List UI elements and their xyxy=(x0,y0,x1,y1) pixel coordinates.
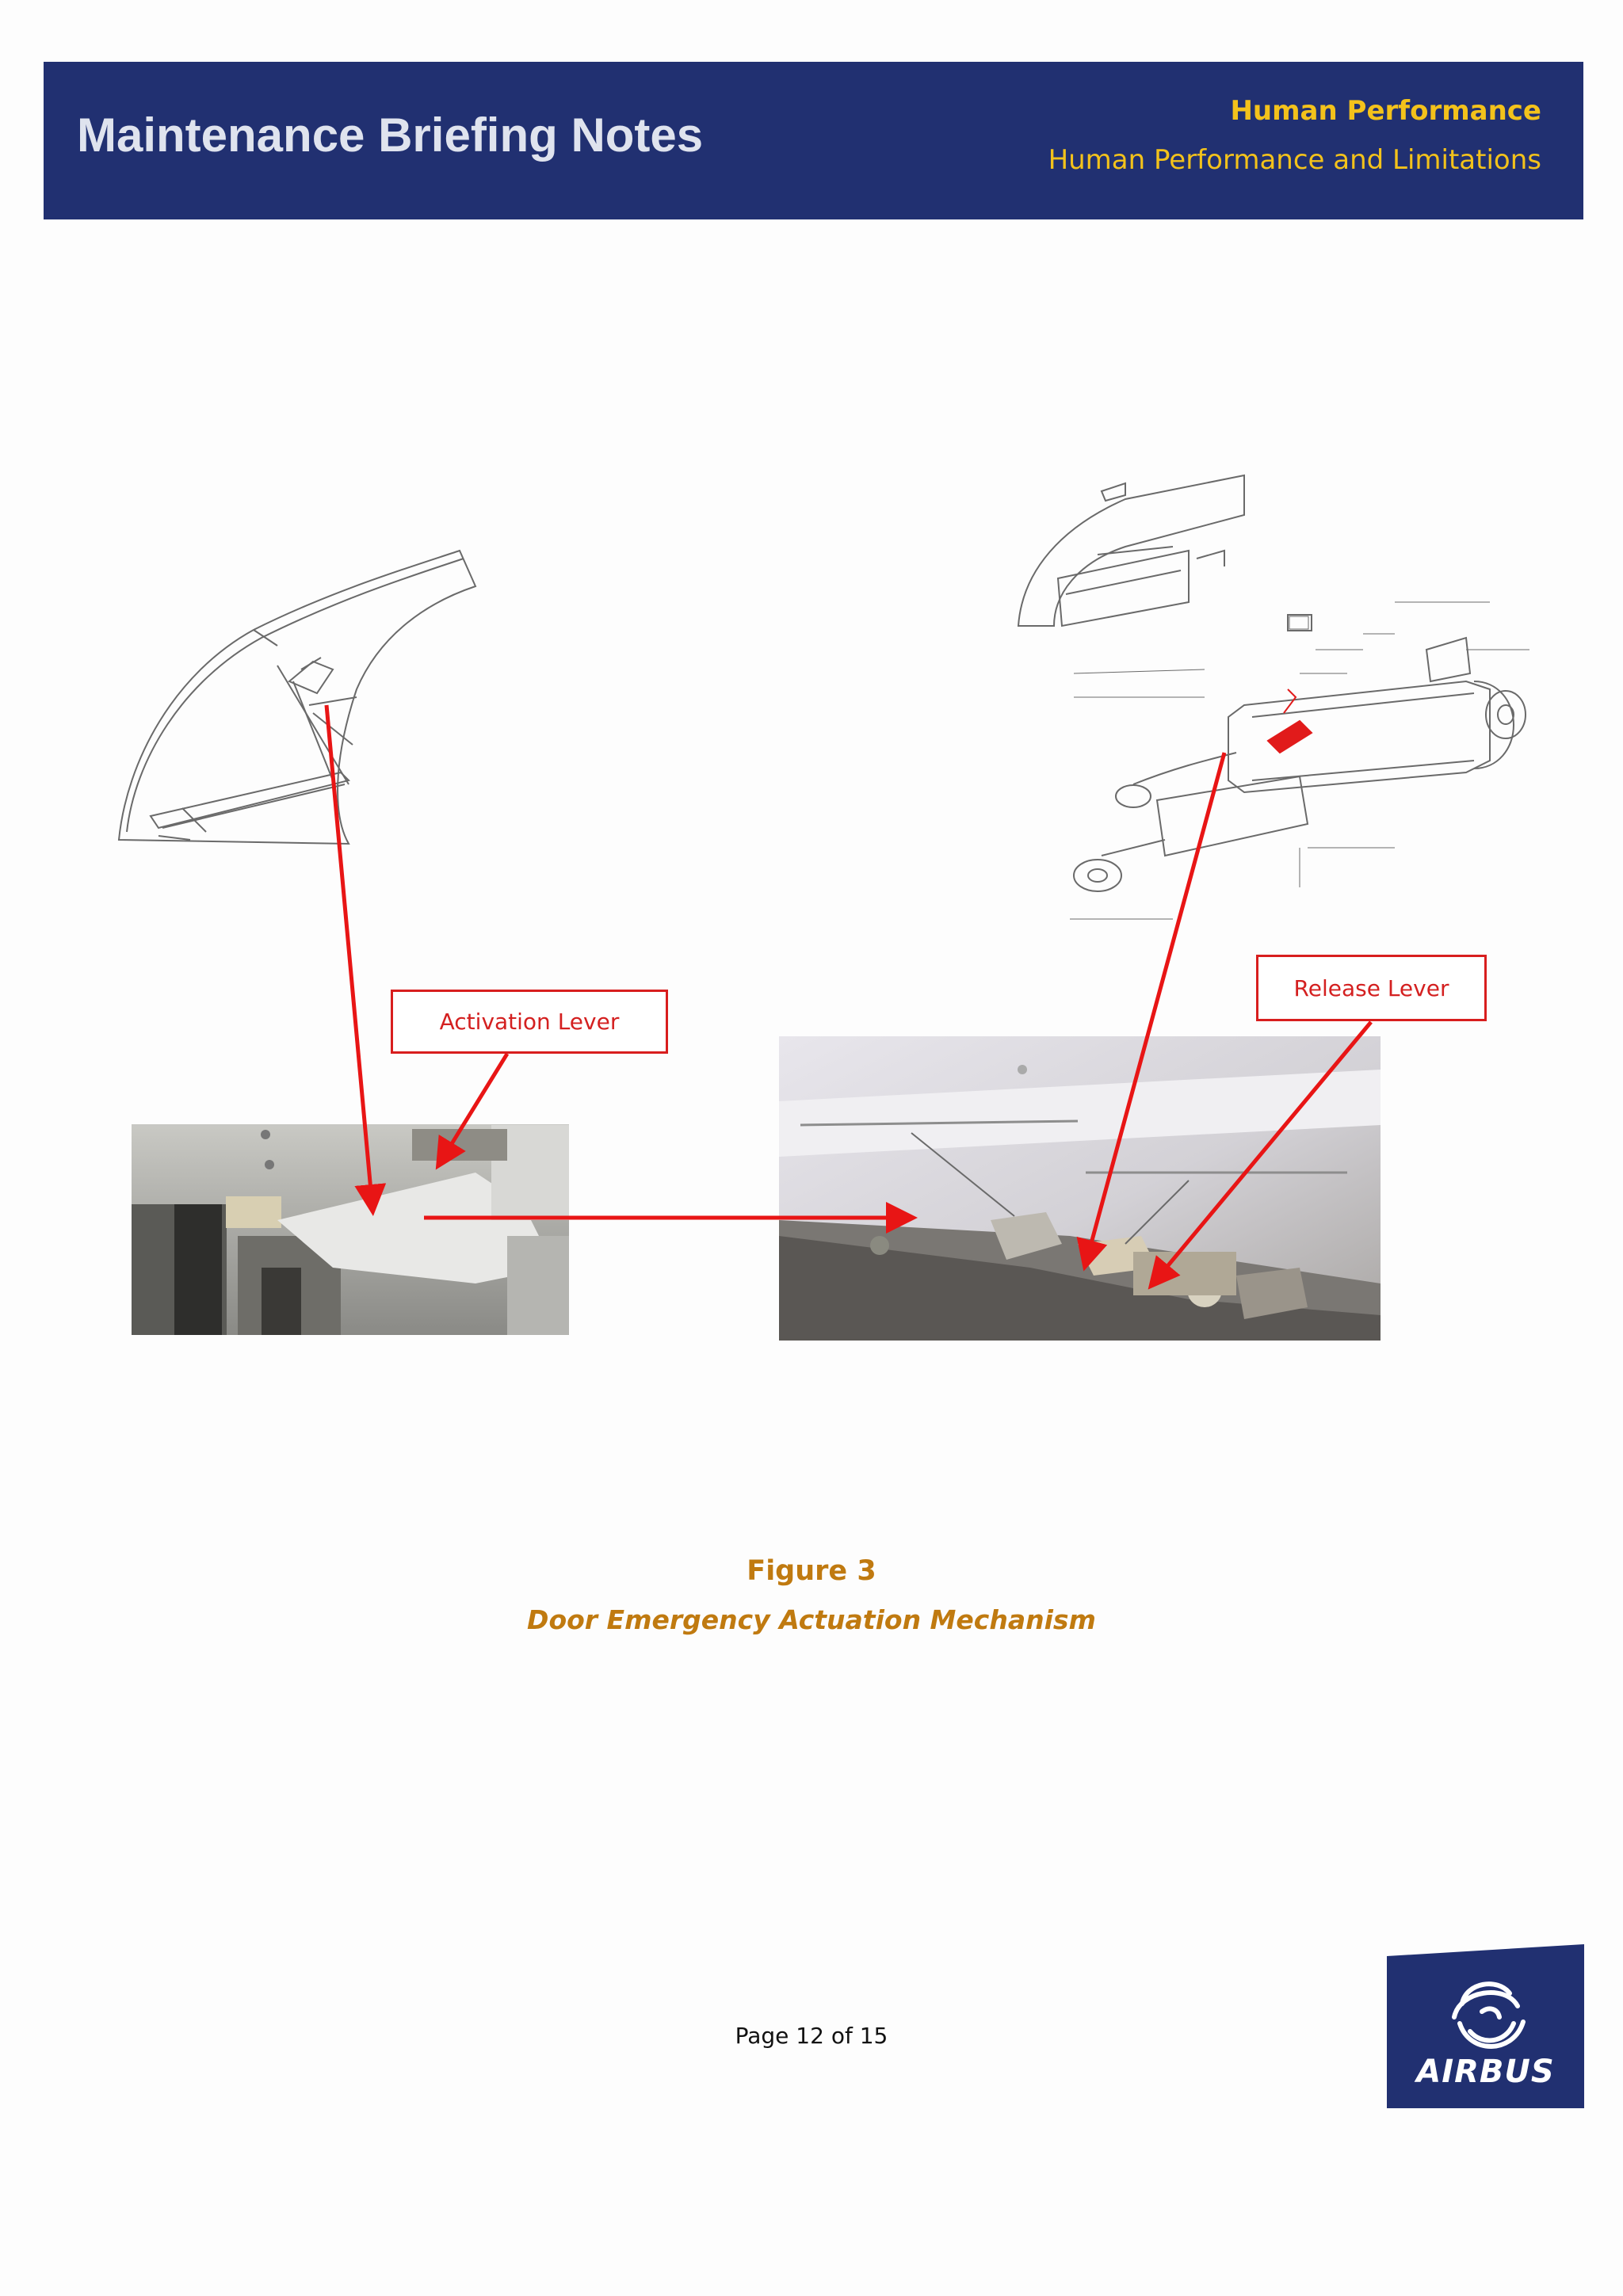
airbus-logo xyxy=(1387,1944,1584,2108)
figure-caption: Door Emergency Actuation Mechanism xyxy=(527,1604,1096,1635)
actuator-technical-drawing xyxy=(1018,475,1529,919)
header-topic: Human Performance xyxy=(1230,95,1541,127)
release-lever-callout: Release Lever xyxy=(1256,955,1487,1021)
airbus-logo-text: AIRBUS xyxy=(1416,2054,1555,2090)
figure-number: Figure 3 xyxy=(747,1555,876,1587)
header-subtopic: Human Performance and Limitations xyxy=(1048,144,1541,176)
page-number: Page 12 of 15 xyxy=(735,2023,888,2049)
activation-lever-photo xyxy=(132,1124,569,1335)
release-lever-photo xyxy=(779,1036,1381,1341)
activation-lever-callout: Activation Lever xyxy=(391,990,668,1054)
document-title: Maintenance Briefing Notes xyxy=(77,109,704,162)
door-mechanism-drawing xyxy=(119,551,475,844)
